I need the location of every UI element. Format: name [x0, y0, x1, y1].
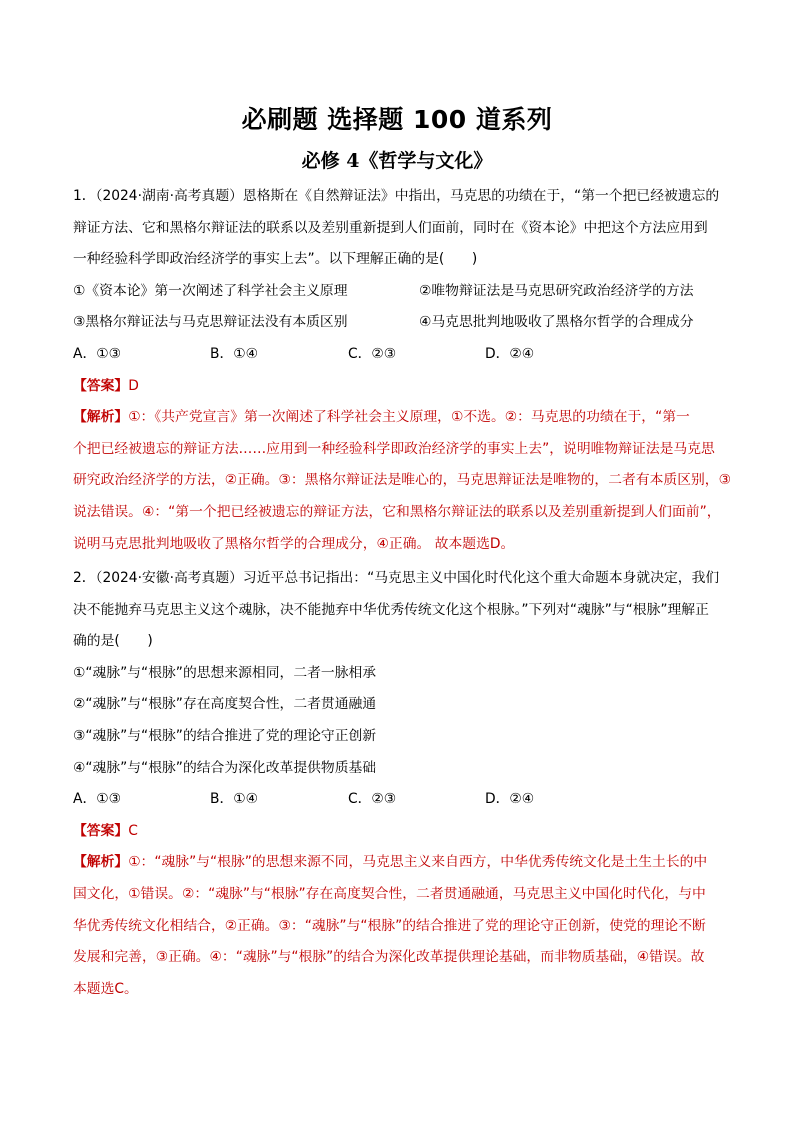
question-1-analysis-line: 研究政治经济学的方法，②正确。③：黑格尔辩证法是唯心的，马克思辩证法是唯物的，二者有本质区别，③ [73, 472, 731, 489]
question-2-answer [73, 816, 733, 848]
question-2-stem-line: 2．（2024·安徽·高考真题）习近平总书记指出：“马克思主义中国化时代化这个重大命题本身就决定，我们 [73, 570, 720, 586]
page-subtitle: 必修 4《哲学与文化》 [301, 150, 493, 172]
statement-4: ④“魂脉”与“根脉”的结合为深化改革提供物质基础 [73, 759, 377, 776]
statement-2: ②唯物辩证法是马克思研究政治经济学的方法 [419, 282, 694, 299]
question-1-statement-row [73, 276, 733, 308]
answer-value: D [128, 377, 139, 394]
question-1-analysis-line [73, 402, 733, 434]
question-2-stem-line: 决不能抛弃马克思主义这个魂脉，决不能抛弃中华优秀传统文化这个根脉。”下列对“魂脉”与“根脉”理解正 [73, 601, 709, 618]
question-1-statement-row [73, 307, 733, 339]
statement-1: ①《资本论》第一次阐述了科学社会主义原理 [73, 282, 348, 299]
choice-c: C．②③ [348, 791, 397, 808]
choice-c: C．②③ [348, 345, 397, 362]
choice-b: B．①④ [210, 791, 258, 808]
question-2-analysis-line: 发展和完善，③正确。④：“魂脉”与“根脉”的结合为深化改革提供理论基础，而非物质基础，④错误。故 [73, 949, 705, 966]
question-2-analysis-line [73, 847, 733, 879]
choice-a: A．①③ [73, 345, 121, 362]
question-1-stem-line: 辩证方法、它和黑格尔辩证法的联系以及差别重新提到人们面前，同时在《资本论》中把这个方法应用到 [73, 219, 708, 236]
question-1-stem-line: 1．（2024·湖南·高考真题）恩格斯在《自然辩证法》中指出，马克思的功绩在于，“第一个把已经被遗忘的 [73, 188, 720, 204]
answer-tag: 【答案】 [73, 377, 129, 394]
question-2-stem-line: 确的是( ) [73, 633, 153, 650]
statement-1: ①“魂脉”与“根脉”的思想来源相同，二者一脉相承 [73, 664, 377, 681]
question-1-analysis-line: 说法错误。④：“第一个把已经被遗忘的辩证方法，它和黑格尔辩证法的联系以及差别重新提到人们面前”， [73, 503, 721, 520]
choice-a: A．①③ [73, 791, 121, 808]
choice-d: D．②④ [485, 791, 535, 808]
statement-4: ④马克思批判地吸收了黑格尔哲学的合理成分 [419, 314, 694, 331]
question-2-analysis-line: 国文化，①错误。②：“魂脉”与“根脉”存在高度契合性，二者贯通融通，马克思主义中国化时代化，与中 [73, 885, 706, 902]
analysis-text: ①：“魂脉”与“根脉”的思想来源不同，马克思主义来自西方，中华优秀传统文化是土生土长的中 [128, 854, 708, 871]
page-title: 必刷题 选择题 100 道系列 [241, 105, 553, 134]
question-2-analysis-line: 华优秀传统文化相结合，②正确。③：“魂脉”与“根脉”的结合推进了党的理论守正创新，使党的理论不断 [73, 917, 706, 934]
question-1-choices [73, 339, 733, 371]
question-2-analysis-line: 本题选C。 [73, 980, 138, 997]
question-1-analysis-line: 说明马克思批判地吸收了黑格尔哲学的合理成分，④正确。 故本题选D。 [73, 535, 515, 552]
answer-value: C [128, 822, 138, 839]
answer-tag: 【答案】 [73, 822, 129, 839]
choice-b: B．①④ [210, 345, 258, 362]
question-1 [73, 181, 733, 560]
choice-d: D．②④ [485, 345, 535, 362]
analysis-tag: 【解析】 [73, 854, 129, 871]
question-1-answer [73, 371, 733, 403]
statement-2: ②“魂脉”与“根脉”存在高度契合性，二者贯通融通 [73, 696, 377, 713]
question-2 [73, 563, 733, 1005]
analysis-text: ①：《共产党宣言》第一次阐述了科学社会主义原理，①不选。②：马克思的功绩在于，“第一 [128, 409, 690, 426]
statement-3: ③“魂脉”与“根脉”的结合推进了党的理论守正创新 [73, 727, 377, 744]
analysis-tag: 【解析】 [73, 409, 129, 426]
question-1-stem-line: 一种经验科学即政治经济学的事实上去”。以下理解正确的是( ) [73, 251, 478, 268]
question-2-choices [73, 784, 733, 816]
question-1-analysis-line: 个把已经被遗忘的辩证方法……应用到一种经验科学即政治经济学的事实上去”，说明唯物辩证法是马克思 [73, 440, 715, 457]
statement-3: ③黑格尔辩证法与马克思辩证法没有本质区别 [73, 314, 348, 331]
